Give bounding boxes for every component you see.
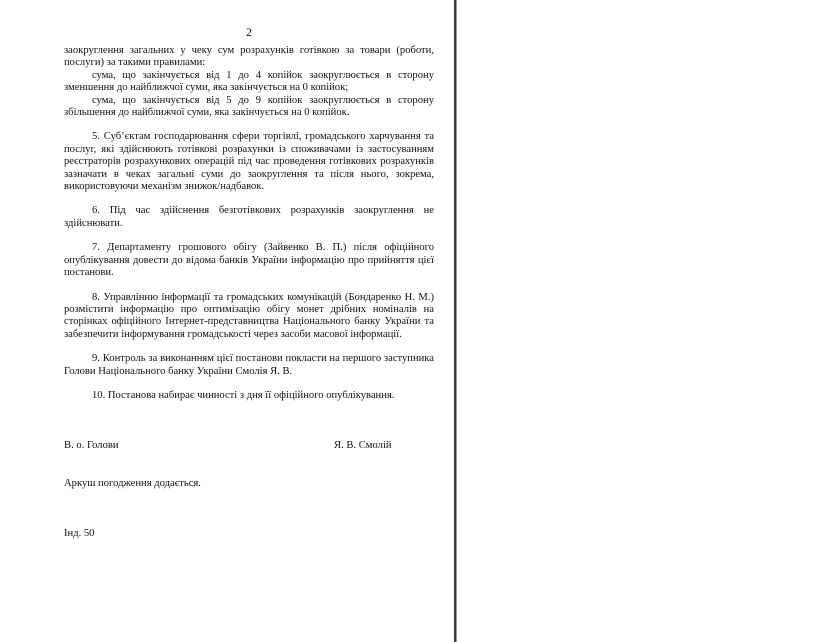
paragraph-rounding-down: сума, що закінчується від 1 до 4 копійок заокруглюється в сторону зменшення до найближчої суми, яка закінчується на 0 копійок;	[64, 69, 434, 94]
paragraph-item-5: 5. Суб’єктам господарювання сфери торгівлі, громадського харчування та послуг, які здійснюють готівкові розрахунки із споживачами із застосуванням реєстраторів розрахункових операцій під час проведення готівкових розрахунків зазначати в чеках загальні суми до заокруглення та після нього, зокрема, використовуючи механізм знижок/надбавок.	[64, 131, 434, 193]
attachment-note: Аркуш погодження додається.	[64, 478, 201, 489]
paragraph-rounding-intro: заокруглення загальних у чеку сум розрахунків готівкою за товари (роботи, послуги) за такими правилами:	[64, 45, 434, 69]
paragraph-item-7: 7. Департаменту грошового обігу (Зайвенко В. П.) після офіційного опублікування довести до відома банків України інформацію про прийняття цієї постанови.	[64, 242, 434, 279]
signature-name: Я. В. Смолій	[334, 440, 392, 451]
paragraph-item-9: 9. Контроль за виконанням цієї постанови покласти на першого заступника Голови Національного банку України Смолія Я. В.	[64, 353, 434, 377]
signature-title: В. о. Голови	[64, 440, 119, 451]
paragraph-item-6: 6. Під час здійснення безготівкових розрахунків заокруглення не здійснювати.	[64, 205, 434, 229]
document-index: Інд. 50	[64, 528, 95, 539]
paragraph-item-8: 8. Управлінню інформації та громадських комунікацій (Бондаренко Н. М.) розмістити інформацію про оптимізацію обігу монет дрібних номіналів на сторінках офіційного Інтернет-представництва Національного банку України та забезпечити інформування громадськості через засоби масової інформації.	[64, 291, 434, 340]
paragraph-item-10: 10. Постанова набирає чинності з дня її офіційного опублікування.	[92, 389, 395, 401]
document-body	[64, 45, 434, 402]
paragraph-rounding-up: сума, що закінчується від 5 до 9 копійок заокруглюється в сторону збільшення до найближчої суми, яка закінчується на 0 копійок.	[64, 94, 434, 119]
viewer-background	[457, 0, 819, 642]
page-number: 2	[246, 25, 252, 39]
